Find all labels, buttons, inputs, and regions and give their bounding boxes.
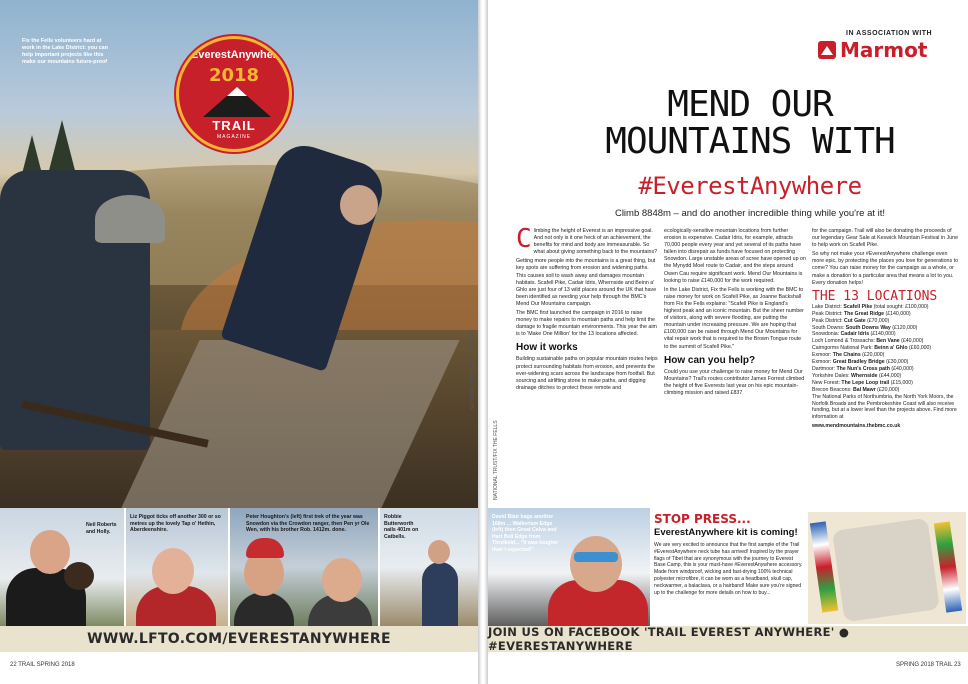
person-body (422, 562, 458, 626)
location-place: Scafell Pike (843, 303, 874, 310)
location-item (812, 325, 960, 332)
location-region: Peak District: (812, 310, 844, 317)
location-place: South Downs Way (845, 324, 893, 331)
location-place: Cut Gate (844, 317, 868, 324)
text-column-2 (664, 228, 806, 399)
location-item (812, 318, 960, 325)
neck-tube-icon (832, 518, 940, 622)
reader-photo (230, 508, 380, 626)
stop-press-body: We are very excited to announce that the first sample of the Trail #EverestAnywhere neck tube has arrived! Inspired by the prayer flags of Tibet that are synonymous with the journey to Everest Base Camp, this is your must-have #EverestAnywhere accessory. Made from windproof, wicking and fast-drying 100% technical polyester microfibre, it can be worn as a headband, skull cap, neckwarmer, a balaclava, or a hairband! Make sure you're signed up to the challenge for more details on how to buy... (654, 542, 803, 596)
reader-photo (126, 508, 230, 626)
photo-caption: Fix the Fells volunteers hard at work in the Lake District: you can help important projects like this make our mountains future-proof (22, 38, 108, 65)
text-column-1 (516, 224, 658, 394)
location-region: Lake District: (812, 303, 844, 310)
location-place: The Lepe Loop trail (841, 379, 891, 386)
everest-anywhere-badge (176, 36, 292, 152)
strip-caption: Neil Roberts and Holly. (86, 522, 117, 535)
location-amount: (total sought: £100,000) (873, 303, 929, 310)
facebook-group-banner[interactable]: JOIN US ON FACEBOOK 'TRAIL EVEREST ANYWHERE' ● #EVERESTANYWHERE (488, 626, 968, 652)
location-place: Great Bradley Bridge (832, 359, 887, 366)
photo-credit: NATIONAL TRUST/FIX THE FELLS (470, 330, 476, 410)
location-place: The Chains (832, 352, 863, 359)
marmot-logo-icon (818, 41, 836, 59)
location-place: Cadair Idris (840, 331, 871, 338)
stop-press-box (654, 512, 804, 596)
location-place: The Nun's Cross path (836, 366, 892, 372)
face (428, 540, 450, 564)
text-column-3 (812, 228, 960, 432)
page-folio: SPRING 2018 TRAIL 23 (896, 662, 961, 668)
location-region: Loch Lomond & Trossachs: (812, 338, 877, 345)
beanie-icon (246, 538, 284, 558)
strip-caption: Robbie Butterworth nails 401m on Catbells. (384, 514, 419, 540)
location-item (812, 366, 960, 373)
paragraph: The BMC first launched the campaign in 2016 to raise money to make repairs to mountain paths and help limit the damage to fragile mountain environments. This year the aim is to 'Make One Million' for the 13 locations affected. (516, 310, 657, 338)
badge-year: 2018 (208, 65, 260, 86)
section-heading: How it works (516, 342, 578, 354)
face (322, 558, 362, 602)
location-item (812, 352, 960, 359)
location-amount: (£30,000) (886, 359, 909, 366)
location-amount: (£140,000) (885, 310, 911, 317)
title-line: MEND OUR (667, 84, 833, 125)
stop-press-headline: EverestAnywhere kit is coming! (654, 527, 798, 538)
article-hashtag: #EverestAnywhere (638, 172, 862, 200)
reader-photo-strip (0, 508, 478, 626)
location-place: The Great Ridge (844, 310, 886, 317)
cap-icon (95, 195, 165, 243)
paragraph: So why not make your #EverestAnywhere challenge even more epic, by protecting the places you love for generations to come? You can raise money for the campaign as a whole, or make a donation to a particular area that means a lot to you. Every donation helps! (812, 251, 959, 286)
left-page (0, 0, 478, 684)
dog-icon (64, 562, 94, 590)
location-place: Beinn a' Ghlo (874, 345, 909, 352)
location-amount: (£20,000) (877, 386, 900, 393)
strip-caption: Liz Piggot ticks off another 300 or so metres up the lovely Tap o' Hethin, Aberdeenshire. (130, 514, 221, 534)
location-region: Brecon Beacons: (812, 386, 853, 393)
badge-brand: TRAIL (212, 118, 256, 133)
title-line: MOUNTAINS WITH (605, 121, 895, 162)
article-standfirst: Climb 8848m – and do another incredible thing while you're at it! (614, 208, 886, 219)
location-region: South Downs: (812, 324, 846, 331)
photo-credit: NATIONAL TRUST/FIX THE FELLS (493, 420, 499, 500)
face (152, 548, 194, 594)
paragraph: ecologically-sensitive mountain locations from further erosion is expensive. Cadair Idris, for example, attracts 70,000 people every year and yet several of its paths have fallen into disrepair as funds have focused on protecting Snowdon. Large unstable areas of scree have opened up on the Mynydd Moel route to Cadair, and the steps around Owen Cau require significant work. Mend Our Mountains is looking to raise £140,000 for the work required. (664, 228, 806, 284)
location-amount: (£40,000) (901, 338, 924, 345)
sponsor-assoc-label: IN ASSOCIATION WITH (846, 30, 933, 37)
paragraph: The National Parks of Northumbria, the North York Moors, the Norfolk Broads and the Pembrokeshire Coast will also receive funding, but at a lower level than the projects above. Find more information at (812, 393, 957, 421)
face (570, 536, 622, 592)
location-item (812, 304, 960, 311)
badge-hashtag: #EverestAnywhere (184, 49, 284, 61)
stop-press-label: STOP PRESS... (654, 512, 751, 526)
location-region: Exmoor: (812, 352, 833, 359)
location-amount: (£20,000) (862, 352, 885, 359)
location-amount: (£120,000) (892, 324, 918, 331)
dropcap: C (516, 224, 532, 254)
website-url-banner[interactable]: WWW.LFTO.COM/EVERESTANYWHERE (0, 626, 478, 652)
locations-list (812, 304, 960, 394)
location-item (812, 311, 960, 318)
person-body (234, 592, 294, 626)
neck-tube-product-photo (808, 512, 966, 624)
strip-caption: Peter Houghton's (left) first trek of the year was Snowdon via the Crowdon ranger, then Pen yr Ole Wen, with his brother Rob. 1412m. done. (246, 514, 370, 534)
snowcap-icon (227, 87, 247, 96)
location-place: Bal Mawr (852, 386, 878, 393)
location-item (812, 373, 960, 380)
sunglasses-icon (574, 552, 618, 562)
location-region: Dartmoor: (812, 366, 837, 372)
head (340, 185, 378, 225)
sponsor-logo (818, 38, 927, 62)
strip-caption: David Blair bags another 168m ... Walkerlam Edge (left) then Great Calva and Hart Bell Edge from Threlkeld... "It was tougher than I expected!" (492, 514, 559, 553)
paragraph: for the campaign. Trail will also be donating the proceeds of our legendary Gear Sale at Keswick Mountain Festival in June to help work on Scafell Pike. (812, 228, 959, 249)
face (30, 530, 70, 574)
paragraph: In the Lake District, Fix the Fells is working with the BMC to raise money for work on Scafell Pike, as Joanne Backshall from Fix the Fells explains: "Scafell Pike is England's highest peak and an iconic mountain. But the sheer number of visitors, along with severe flooding, are putting the mountain under increasing pressure. We are hoping that £100,000 can be raised through Mend Our Mountains for vital repair work that is required to the Brown Tongue route to the summit of Scafell Pike." (664, 286, 804, 350)
bmc-link[interactable]: www.mendmountains.thebmc.co.uk (812, 423, 901, 430)
hero-photo (0, 0, 478, 508)
location-item (812, 331, 960, 338)
badge-sub: MAGAZINE (216, 134, 252, 140)
paragraph: Getting more people into the mountains is a great thing, but key spots are suffering from erosion and widening paths. This causes soil to wash away and damages mountain habitats. Scafell Pike, Cadair Idris, Whernside and Beinn a' Ghlo are just four of 13 wild places around the UK that have been identified as needing your help through the BMC's Mend Our Mountains campaign. (516, 258, 657, 307)
location-region: Yorkshire Dales: (812, 372, 852, 379)
location-item (812, 338, 960, 345)
location-item (812, 380, 960, 387)
location-amount: (£70,000) (867, 317, 890, 324)
location-amount: (£15,000) (890, 379, 913, 386)
paragraph: Building sustainable paths on popular mountain routes helps protect surrounding habitats from erosion, and prevents the ever-widening scars across the landscape from footfall. But sourcing and airlifting stone to make paths, and digging drainage ditches to protect these remote and (516, 356, 658, 391)
location-region: Cairngorms National Park: (812, 345, 875, 352)
location-region: Peak District: (812, 317, 844, 324)
paragraph: Could you use your challenge to raise money for Mend Our Mountains? Trail's routes contributor James Forrest climbed the height of five Everests last year on his epic mountain-climbing mission and raised £837 (664, 368, 805, 396)
location-amount: (£44,000) (879, 372, 902, 379)
spine-gutter (478, 0, 488, 684)
location-item (812, 359, 960, 366)
location-place: Whernside (851, 372, 879, 379)
location-amount: (£60,000) (908, 345, 932, 352)
reader-photo (380, 508, 478, 626)
sponsor-name: Marmot (840, 38, 928, 62)
location-item (812, 387, 960, 394)
reader-photo (0, 508, 126, 626)
location-item (812, 345, 960, 352)
article-title (560, 86, 940, 160)
section-heading: THE 13 LOCATIONS (812, 288, 938, 304)
paragraph: limbing the height of Everest is an impressive goal. And not only is it one heck of an achievement, the benefits for mind and body are immeasurable. So what about giving something back to the mountains? (533, 228, 658, 256)
page-folio: 22 TRAIL SPRING 2018 (10, 662, 75, 668)
location-region: Exmoor: (812, 359, 833, 366)
location-region: New Forest: (812, 379, 842, 386)
location-amount: (£40,000) (891, 366, 914, 372)
reader-photo (488, 508, 652, 626)
location-place: Ben Vane (876, 338, 902, 345)
location-amount: (£140,000) (870, 331, 896, 338)
section-heading: How can you help? (664, 354, 756, 366)
location-region: Snowdonia: (812, 331, 841, 338)
